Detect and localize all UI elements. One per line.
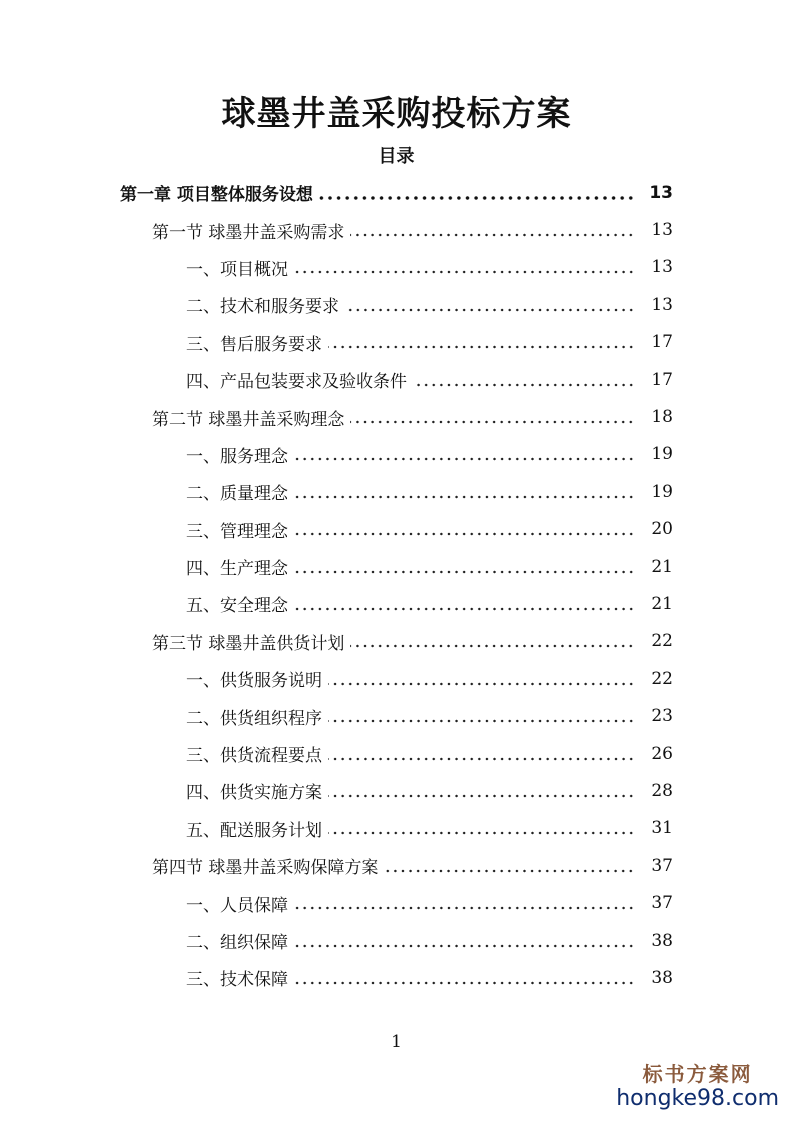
- toc-entry-page: 23: [651, 706, 673, 727]
- toc-entry-title: 一、人员保障: [186, 895, 288, 916]
- toc-entry-page: 19: [651, 481, 673, 502]
- toc-entry-page: 13: [651, 257, 673, 278]
- toc-entry[interactable]: [0, 623, 793, 660]
- toc-entry-title: 五、安全理念: [186, 596, 288, 617]
- toc-entry[interactable]: [0, 922, 793, 959]
- toc-entry[interactable]: [0, 884, 793, 921]
- toc-entry-title: 三、管理理念: [186, 521, 288, 542]
- toc-dot-leader: [294, 570, 635, 574]
- toc-entry-page: 31: [651, 818, 673, 839]
- toc-entry[interactable]: [0, 473, 793, 510]
- toc-entry-page: 37: [651, 893, 673, 914]
- toc-dot-leader: [328, 831, 635, 835]
- toc-dot-leader: [328, 757, 635, 761]
- toc-entry[interactable]: [0, 660, 793, 697]
- toc-entry[interactable]: [0, 174, 793, 211]
- toc-dot-leader: [328, 682, 635, 686]
- toc-entry[interactable]: [0, 772, 793, 809]
- toc-dot-leader: [328, 345, 635, 349]
- toc-entry-title: 第四节 球墨井盖采购保障方案: [152, 858, 379, 879]
- toc-entry-title: 二、组织保障: [186, 933, 288, 953]
- toc-dot-leader: [319, 196, 635, 200]
- table-of-contents: [0, 174, 793, 997]
- toc-entry-page: 37: [651, 855, 673, 876]
- toc-entry-page: 21: [651, 593, 673, 614]
- toc-entry-title: 第一章 项目整体服务设想: [120, 185, 313, 206]
- toc-entry-title: 一、项目概况: [186, 259, 288, 280]
- toc-entry-page: 13: [651, 220, 673, 241]
- toc-entry[interactable]: [0, 959, 793, 996]
- toc-entry-title: 一、服务理念: [186, 446, 288, 467]
- toc-entry-title: 三、技术保障: [186, 970, 288, 991]
- toc-dot-leader: [294, 607, 635, 611]
- toc-entry-page: 18: [651, 407, 673, 428]
- toc-entry[interactable]: [0, 249, 793, 286]
- toc-dot-leader: [328, 719, 635, 723]
- toc-entry-title: 第三节 球墨井盖供货计划: [152, 633, 345, 654]
- toc-entry-title: 二、供货组织程序: [186, 708, 322, 729]
- toc-dot-leader: [294, 981, 635, 985]
- watermark-logo: [616, 1062, 779, 1112]
- toc-dot-leader: [294, 532, 635, 536]
- toc-entry-title: 四、供货实施方案: [186, 783, 322, 804]
- toc-entry-title: 四、生产理念: [186, 559, 288, 580]
- toc-dot-leader: [350, 644, 635, 648]
- toc-entry[interactable]: [0, 585, 793, 622]
- toc-dot-leader: [294, 944, 635, 948]
- toc-entry[interactable]: [0, 398, 793, 435]
- toc-dot-leader: [294, 270, 635, 274]
- toc-entry[interactable]: [0, 361, 793, 398]
- toc-entry-page: 17: [651, 369, 673, 390]
- toc-entry[interactable]: [0, 697, 793, 734]
- toc-entry[interactable]: [0, 211, 793, 248]
- toc-heading: 目录: [378, 146, 415, 167]
- toc-dot-leader: [294, 906, 635, 910]
- toc-entry-page: 22: [651, 668, 673, 689]
- toc-entry-title: 三、供货流程要点: [186, 746, 322, 767]
- toc-dot-leader: [294, 457, 635, 461]
- toc-entry[interactable]: [0, 810, 793, 847]
- toc-dot-leader: [294, 495, 635, 499]
- toc-dot-leader: [384, 869, 635, 873]
- toc-entry[interactable]: [0, 436, 793, 473]
- toc-entry[interactable]: [0, 548, 793, 585]
- toc-dot-leader: [328, 794, 635, 798]
- toc-entry-page: 17: [651, 332, 673, 353]
- toc-entry-title: 四、产品包装要求及验收条件: [186, 372, 407, 393]
- toc-entry[interactable]: [0, 324, 793, 361]
- toc-entry-title: 第一节 球墨井盖采购需求: [152, 222, 345, 243]
- toc-entry-title: 第二节 球墨井盖采购理念: [152, 409, 345, 430]
- toc-entry-page: 38: [651, 967, 673, 988]
- document-title: 球墨井盖采购投标方案: [221, 94, 572, 134]
- toc-entry-page: 26: [651, 743, 673, 764]
- toc-entry-page: 22: [651, 631, 673, 652]
- toc-entry[interactable]: [0, 286, 793, 323]
- toc-entry-page: 13: [651, 294, 673, 315]
- toc-entry-title: 三、售后服务要求: [186, 334, 322, 355]
- toc-entry-title: 二、技术和服务要求: [186, 297, 339, 318]
- watermark-title: 标书方案网: [642, 1062, 753, 1086]
- toc-entry-page: 19: [651, 444, 673, 465]
- toc-entry-title: 五、配送服务计划: [186, 820, 322, 841]
- toc-entry-page: 38: [651, 930, 673, 951]
- toc-entry-title: 一、供货服务说明: [186, 671, 322, 692]
- toc-entry-page: 13: [649, 182, 673, 203]
- toc-dot-leader: [350, 420, 635, 424]
- toc-entry-page: 28: [651, 780, 673, 801]
- page-number: 1: [391, 1032, 402, 1052]
- toc-entry[interactable]: [0, 735, 793, 772]
- toc-dot-leader: [413, 383, 635, 387]
- watermark-url: hongke98.com: [616, 1086, 779, 1111]
- toc-entry[interactable]: [0, 511, 793, 548]
- toc-entry[interactable]: [0, 847, 793, 884]
- toc-entry-title: 二、质量理念: [186, 484, 288, 505]
- toc-entry-page: 21: [651, 556, 673, 577]
- toc-dot-leader: [350, 233, 635, 237]
- toc-entry-page: 20: [651, 519, 673, 540]
- toc-dot-leader: [345, 308, 635, 312]
